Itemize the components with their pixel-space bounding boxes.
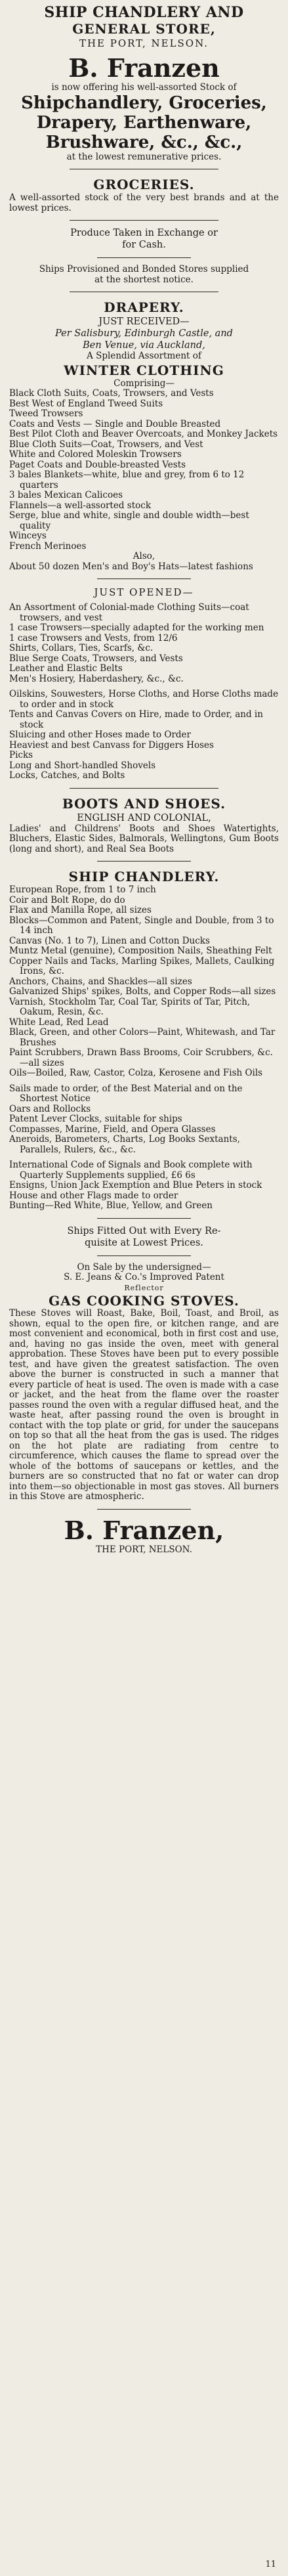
list-item: Oars and Rollocks: [9, 1103, 91, 1114]
list-item: Winceys: [9, 531, 47, 541]
list-item: 1 case Trowsers and Vests, from 12/6: [9, 632, 178, 644]
list-item: Galvanized Ships' spikes, Bolts, and Copper Rods—all sizes: [9, 986, 276, 997]
list-item: Men's Hosiery, Haberdashery, &c., &c.: [9, 673, 184, 684]
footer-address: THE PORT, NELSON.: [96, 1544, 192, 1555]
list-item: Leather and Elastic Belts: [9, 663, 123, 674]
list-item: Picks: [9, 750, 33, 760]
list-item: Serge, blue and white, single and double width—best quality: [9, 510, 249, 531]
divider: [97, 1255, 192, 1256]
chandlery-title: SHIP CHANDLERY.: [68, 869, 220, 884]
just-opened-title: JUST OPENED—: [94, 586, 194, 598]
intro-line-3: Drapery, Earthenware,: [36, 112, 252, 133]
drapery-list: [9, 389, 279, 552]
list-item: House and other Flags made to order: [9, 1190, 178, 1201]
list-item: Copper Nails and Tacks, Marling Spikes, Mallets, Caulking Irons, &c.: [9, 955, 275, 976]
list-item: Coats and Vests — Single and Double Breasted: [9, 418, 221, 429]
chandlery-list-3: [9, 1160, 279, 1212]
just-opened-list: [9, 603, 279, 684]
list-item: Oils—Boiled, Raw, Castor, Colza, Kerosene and Fish Oils: [9, 1068, 263, 1078]
list-item: Compasses, Marine, Field, and Opera Glasses: [9, 1124, 216, 1135]
divider: [97, 1509, 192, 1510]
also: Also,: [133, 551, 155, 561]
list-item: Muntz Metal (genuine), Composition Nails, Sheathing Felt: [9, 946, 272, 956]
ships-fitted-line-1: Ships Fitted Out with Every Re-: [67, 1225, 221, 1236]
winter-clothing: WINTER CLOTHING: [64, 362, 224, 378]
merchant-name: B. Franzen: [68, 53, 220, 83]
boots-subtitle: ENGLISH AND COLONIAL,: [77, 812, 211, 823]
list-item: Paget Coats and Double-breasted Vests: [9, 459, 186, 470]
ad-number: 11: [265, 2560, 276, 2569]
just-received: JUST RECEIVED—: [98, 317, 190, 327]
list-item: Coir and Bolt Rope, do do: [9, 894, 125, 906]
list-item: Tents and Canvas Covers on Hire, made to Order, and in stock: [9, 709, 263, 730]
on-sale: On Sale by the undersigned—: [77, 1261, 211, 1273]
heading-line-2: GENERAL STORE,: [72, 21, 216, 37]
list-item: Anchors, Chains, and Shackles—all sizes: [9, 976, 192, 987]
divider: [70, 220, 218, 221]
divider: [97, 257, 192, 258]
groceries-title: GROCERIES.: [93, 177, 195, 192]
list-item: Locks, Catches, and Bolts: [9, 770, 125, 781]
list-item: Sails made to order, of the Best Material and on the Shortest Notice: [9, 1083, 243, 1104]
boots-title: BOOTS AND SHOES.: [62, 795, 226, 812]
list-item: Patent Lever Clocks, suitable for ships: [9, 1114, 182, 1124]
boots-text: Ladies' and Childrens' Boots and Shoes Watertights, Bluchers, Elastic Sides, Balmorals, Wellingtons, Gum Boots (long and short), and Real Sea Boots: [9, 823, 279, 854]
list-item: Canvas (No. 1 to 7), Linen and Cotton Ducks: [9, 935, 210, 946]
drapery-title: DRAPERY.: [104, 299, 184, 315]
list-item: Best Pilot Cloth and Beaver Overcoats, and Monkey Jackets: [9, 429, 278, 439]
divider: [97, 1218, 192, 1219]
list-item: Tweed Trowsers: [9, 408, 83, 419]
list-item: An Assortment of Colonial-made Clothing Suits—coat trowsers, and vest: [9, 602, 249, 623]
ships-provisioned-line-2: at the shortest notice.: [94, 274, 194, 285]
list-item: Heaviest and best Canvass for Diggers Hoses: [9, 739, 214, 751]
list-item: 1 case Trowsers—specially adapted for the working men: [9, 622, 264, 633]
intro-line-1: is now offering his well-assorted Stock of: [51, 82, 237, 93]
intro-line-2: Shipchandlery, Groceries,: [21, 93, 267, 113]
produce-line-2: for Cash.: [122, 240, 166, 250]
list-item: European Rope, from 1 to 7 inch: [9, 884, 156, 895]
list-item: 3 bales Mexican Calicoes: [9, 490, 123, 500]
list-item: White Lead, Red Lead: [9, 1016, 109, 1028]
list-item: Best West of England Tweed Suits: [9, 398, 163, 409]
list-item: 3 bales Blankets—white, blue and grey, from 6 to 12 quarters: [9, 469, 245, 491]
produce-line-1: Produce Taken in Exchange or: [70, 228, 218, 238]
ships-provisioned-line-1: Ships Provisioned and Bonded Stores supplied: [39, 264, 249, 274]
intro-line-4: Brushware, &c., &c.,: [45, 132, 243, 152]
just-opened-list-2: [9, 689, 279, 781]
list-item: Varnish, Stockholm Tar, Coal Tar, Spirits of Tar, Pitch, Oakum, Resin, &c.: [9, 996, 251, 1017]
chandlery-list-2: [9, 1084, 279, 1156]
heading-line-1: SHIP CHANDLERY AND: [44, 4, 244, 21]
list-item: French Merinoes: [9, 540, 87, 552]
heading-line-3: THE PORT, NELSON.: [79, 37, 209, 49]
list-item: Long and Short-handled Shovels: [9, 760, 156, 771]
list-item: Ensigns, Union Jack Exemption and Blue Peters in stock: [9, 1180, 262, 1190]
list-item: Black, Green, and other Colors—Paint, Whitewash, and Tar Brushes: [9, 1027, 276, 1048]
list-item: Bunting—Red White, Blue, Yellow, and Green: [9, 1200, 213, 1211]
list-item: Shirts, Collars, Ties, Scarfs, &c.: [9, 643, 154, 653]
splendid-assortment: A Splendid Assortment of: [87, 351, 201, 361]
list-item: Blue Serge Coats, Trowsers, and Vests: [9, 653, 183, 664]
list-item: International Code of Signals and Book complete with Quarterly Supplements supplied, £6 6s: [9, 1160, 253, 1181]
comprising: Comprising—: [113, 378, 175, 389]
per-ships-line-2: Ben Venue, via Auckland,: [83, 340, 205, 351]
per-ships-line-1: Per Salisbury, Edinburgh Castle, and: [55, 328, 233, 339]
list-item: White and Colored Moleskin Trowsers: [9, 449, 182, 460]
reflector: Reflector: [124, 1283, 164, 1292]
list-item: Aneroids, Barometers, Charts, Log Books Sextants, Parallels, Rulers, &c., &c.: [9, 1134, 240, 1155]
groceries-text: A well-assorted stock of the very best brands and at the lowest prices.: [9, 192, 279, 213]
gas-stoves-text: These Stoves will Roast, Bake, Boil, Toast, and Broil, as shown, equal to the open fire, or kitchen range, and are most convenient and economical, both in first cost and use, and, having no gas inside the oven, meet with general approbation. These Stoves have been put to every possible test, and have given the greatest satisfaction. The oven above the burner is constructed in such a manner that every particle of heat is used. The oven is made with a case or jacket, and the heat from the flame over the roaster passes round the oven with a regular diffused heat, and the waste heat, after passing round the oven is brought in contact with the top plate or grid, for under the saucepans on top so that all the heat from the gas is used. The ridges on the hot plate are radiating from centre to circumference, which causes the flame to spread over the whole of the bottoms of saucepans or kettles, and the burners are so constructed that no fat or water can drop into them—so objectionable in most gas stoves. All burners in this Stove are atmospheric.: [9, 1308, 279, 1502]
list-item: Oilskins, Souwesters, Horse Cloths, and Horse Cloths made to order and in stock: [9, 689, 279, 710]
ships-fitted-line-2: quisite at Lowest Prices.: [85, 1237, 203, 1248]
list-item: Blue Cloth Suits—Coat, Trowsers, and Vest: [9, 439, 203, 450]
chandlery-list: [9, 885, 279, 1079]
list-item: Sluicing and other Hoses made to Order: [9, 730, 192, 740]
intro-line-5: at the lowest remunerative prices.: [66, 151, 222, 162]
divider: [97, 861, 192, 862]
hats-text: About 50 dozen Men's and Boy's Hats—latest fashions: [9, 561, 253, 572]
list-item: Blocks—Common and Patent, Single and Double, from 3 to 14 inch: [9, 915, 274, 936]
list-item: Paint Scrubbers, Drawn Bass Brooms, Coir Scrubbers, &c.—all sizes: [9, 1047, 273, 1068]
jeans-patent: S. E. Jeans & Co.'s Improved Patent: [64, 1272, 224, 1282]
gas-stoves-title: GAS COOKING STOVES.: [49, 1293, 239, 1309]
list-item: Black Cloth Suits, Coats, Trowsers, and Vests: [9, 388, 214, 399]
divider: [70, 788, 218, 789]
list-item: Flannels—a well-assorted stock: [9, 500, 151, 511]
list-item: Flax and Manilla Rope, all sizes: [9, 905, 152, 915]
footer-name: B. Franzen,: [64, 1515, 224, 1545]
